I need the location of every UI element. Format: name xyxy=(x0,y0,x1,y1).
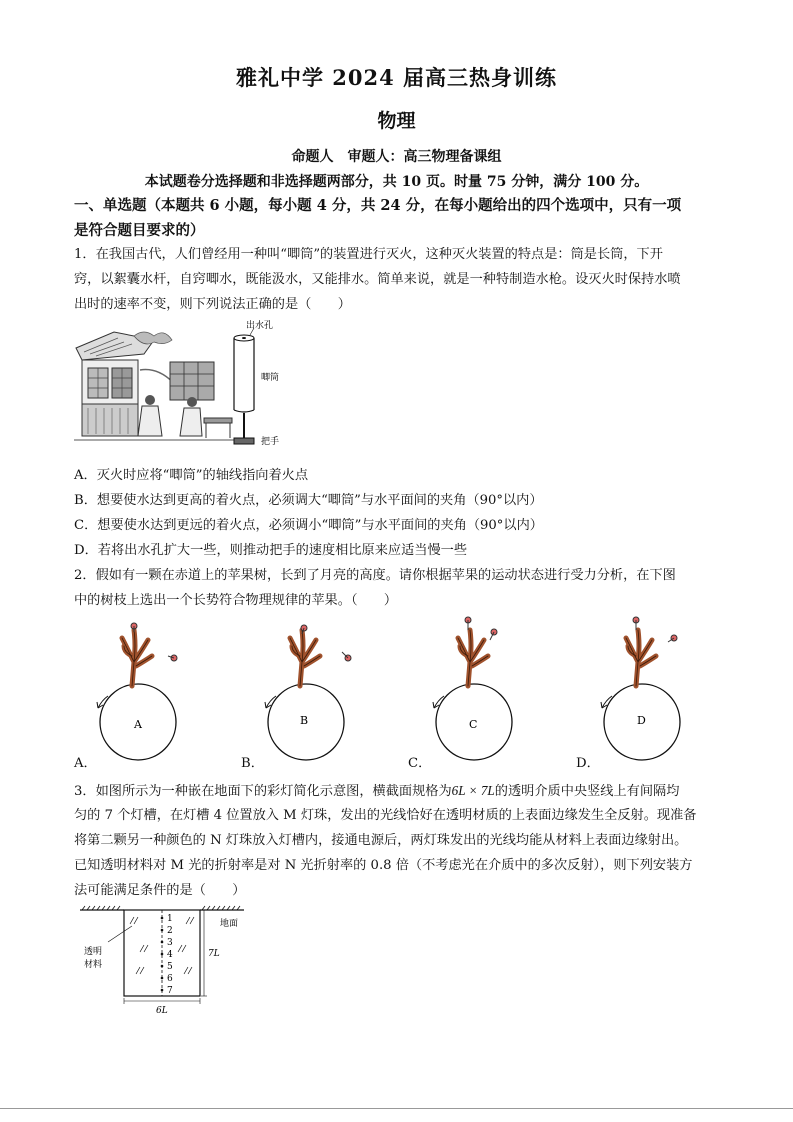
q3-stem-line1-pre: 3．如图所示为一种嵌在地面下的彩灯简化示意图，横截面规格为 xyxy=(74,784,452,799)
slot-label-3: 3 xyxy=(167,938,173,948)
q3-dimension-math: 6L × 7L xyxy=(451,783,495,798)
height-label: 7L xyxy=(208,949,220,959)
q3-stem-line3: 将第二颗另一种颜色的 N 灯珠放入灯槽内，接通电源后，两灯珠发出的光线均能从材料上表面边缘射出。 xyxy=(74,833,688,848)
tree-option-d[interactable] xyxy=(601,617,680,760)
tree-option-b[interactable] xyxy=(265,625,351,760)
q2-tree-figures xyxy=(74,612,734,762)
author-line: 命题人 审题人：高三物理备课组 xyxy=(291,149,502,165)
pump-tube-diagram xyxy=(228,318,298,450)
q2-option-b[interactable]: B． xyxy=(241,756,264,771)
q1-option-a[interactable]: A．灭火时应将“唧筒”的轴线指向着火点 xyxy=(74,468,309,483)
exam-notice: 本试题卷分选择题和非选择题两部分，共 10 页。时量 75 分钟，满分 100 分。 xyxy=(144,174,649,190)
q3-stem-line1-post: 的透明介质中央竖线上有间隔均 xyxy=(494,784,680,799)
material-label-1: 透明 xyxy=(84,947,103,957)
globe-label-d: D xyxy=(637,714,646,727)
width-label: 6L xyxy=(156,1006,168,1016)
slot-label-5: 5 xyxy=(167,962,173,972)
subject-title: 物理 xyxy=(377,110,416,132)
q3-stem-line2: 匀的 7 个灯槽，在灯槽 4 位置放入 M 灯珠，发出的光线恰好在透明材质的上表面边缘发生全反射。现准备 xyxy=(74,808,697,823)
ancient-firefighting-illustration xyxy=(74,326,234,442)
exam-title: 雅礼中学 2024 届高三热身训练 xyxy=(235,65,558,90)
q2-stem-line2: 中的树枝上选出一个长势符合物理规律的苹果。（ ） xyxy=(74,593,398,608)
q1-stem-line3: 出时的速率不变，则下列说法正确的是（ ） xyxy=(74,297,351,312)
globe-label-a: A xyxy=(134,718,142,731)
slot-label-4: 4 xyxy=(167,950,173,960)
q1-stem-line1: 1．在我国古代，人们曾经用一种叫“唧筒”的装置进行灭火，这种灭火装置的特点是：筒是长筒，下开 xyxy=(74,247,663,262)
q2-option-d[interactable]: D． xyxy=(576,756,600,771)
slot-label-2: 2 xyxy=(167,926,173,936)
q3-stem-line1 xyxy=(74,779,724,804)
section-heading-cont: 是符合题目要求的） xyxy=(74,222,205,239)
handle-label: 把手 xyxy=(261,437,280,447)
globe-label-c: C xyxy=(469,718,478,731)
q1-stem-line2: 窍，以絮囊水杆，自窍唧水，既能汲水，又能排水。简单来说，就是一种特制造水枪。设灭火时保持水喷 xyxy=(74,272,681,287)
tree-option-c[interactable] xyxy=(433,617,512,760)
slot-label-1: 1 xyxy=(167,914,173,924)
slot-label-7: 7 xyxy=(167,986,173,996)
q3-stem-line5: 法可能满足条件的是（ ） xyxy=(74,883,246,898)
globe-label-b: B xyxy=(300,714,309,727)
q1-option-d[interactable]: D．若将出水孔扩大一些，则推动把手的速度相比原来应适当慢一些 xyxy=(74,543,468,558)
slot-label-6: 6 xyxy=(167,974,173,984)
q3-stem-line4: 已知透明材料对 M 光的折射率是对 N 光折射率的 0.8 倍（不考虑光在介质中的多次反射），则下列安装方 xyxy=(74,858,693,873)
page-footer-rule xyxy=(0,1108,793,1109)
section-heading: 一、单选题（本题共 6 小题，每小题 4 分，共 24 分，在每小题给出的四个选项中，只有一项 xyxy=(74,197,682,214)
material-label-2: 材料 xyxy=(84,960,103,970)
q2-option-c[interactable]: C． xyxy=(408,756,432,771)
tube-label: 唧筒 xyxy=(261,373,280,383)
lamp-cross-section-diagram xyxy=(78,904,258,1016)
q2-option-a[interactable]: A． xyxy=(74,756,97,771)
ground-label: 地面 xyxy=(220,919,239,929)
tree-option-a[interactable] xyxy=(97,623,177,760)
q1-option-c[interactable]: C．想要使水达到更远的着火点，必须调小“唧筒”与水平面间的夹角（90°以内） xyxy=(74,518,543,533)
outlet-label: 出水孔 xyxy=(246,321,274,331)
q1-option-b[interactable]: B．想要使水达到更高的着火点，必须调大“唧筒”与水平面间的夹角（90°以内） xyxy=(74,493,543,508)
q2-stem-line1: 2．假如有一颗在赤道上的苹果树，长到了月亮的高度。请你根据苹果的运动状态进行受力分析，在下图 xyxy=(74,568,676,583)
